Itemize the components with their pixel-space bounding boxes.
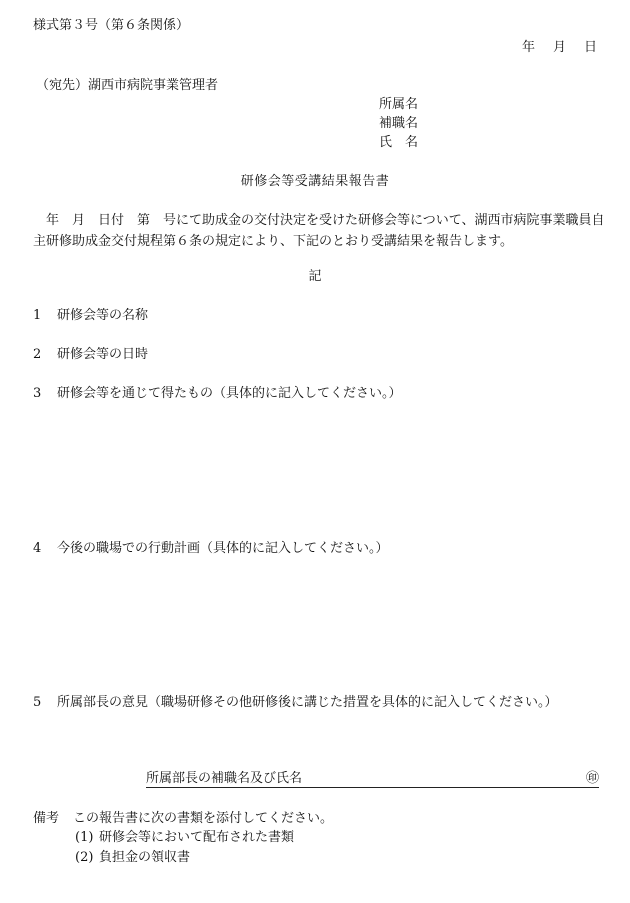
seal-mark: ㊞ <box>585 771 599 786</box>
item-number: 1 <box>33 308 42 323</box>
addressee: （宛先）湖西市病院事業管理者 <box>36 78 219 93</box>
sender-position-label: 補職名 <box>379 116 419 131</box>
item-label: 研修会等の日時 <box>57 347 149 362</box>
remarks-item-number: (2) <box>75 850 94 865</box>
sender-name-label: 氏 名 <box>379 135 419 150</box>
sender-department-label: 所属名 <box>379 97 419 112</box>
item-manager-opinion <box>33 694 558 711</box>
remarks-item-label: 研修会等において配布された書類 <box>99 830 295 845</box>
remarks-item <box>75 849 190 866</box>
date-year: 年 <box>521 40 535 55</box>
remarks-item-number: (1) <box>75 830 94 845</box>
date-day: 日 <box>583 40 597 55</box>
item-number: 4 <box>33 541 42 556</box>
item-number: 5 <box>33 695 42 710</box>
item-number: 3 <box>33 386 42 401</box>
item-label: 所属部長の意見（職場研修その他研修後に講じた措置を具体的に記入してください。） <box>57 695 558 710</box>
form-number: 様式第３号（第６条関係） <box>33 18 190 33</box>
item-learnings <box>33 385 402 402</box>
manager-signature-line <box>146 770 599 788</box>
item-label: 今後の職場での行動計画（具体的に記入してください。） <box>57 541 389 556</box>
document-title: 研修会等受講結果報告書 <box>240 174 390 189</box>
item-training-datetime <box>33 346 148 363</box>
item-number: 2 <box>33 347 42 362</box>
item-label: 研修会等を通じて得たもの（具体的に記入してください。） <box>57 386 402 401</box>
item-label: 研修会等の名称 <box>57 308 149 323</box>
ki-heading: 記 <box>308 269 322 284</box>
date-line <box>504 39 597 56</box>
date-month: 月 <box>552 40 566 55</box>
signature-label: 所属部長の補職名及び氏名 <box>146 771 303 786</box>
item-action-plan <box>33 540 389 557</box>
remarks-label: 備考 <box>33 811 60 826</box>
remarks <box>33 810 333 827</box>
item-training-name <box>33 307 148 324</box>
remarks-item-label: 負担金の領収書 <box>99 850 191 865</box>
remarks-intro: この報告書に次の書類を添付してください。 <box>73 811 334 826</box>
report-body-text: 年 月 日付 第 号にて助成金の交付決定を受けた研修会等について、湖西市病院事業職員自主研修助成金交付規程第６条の規定により、下記のとおり受講結果を報告します。 <box>33 213 605 249</box>
remarks-item <box>75 829 294 846</box>
